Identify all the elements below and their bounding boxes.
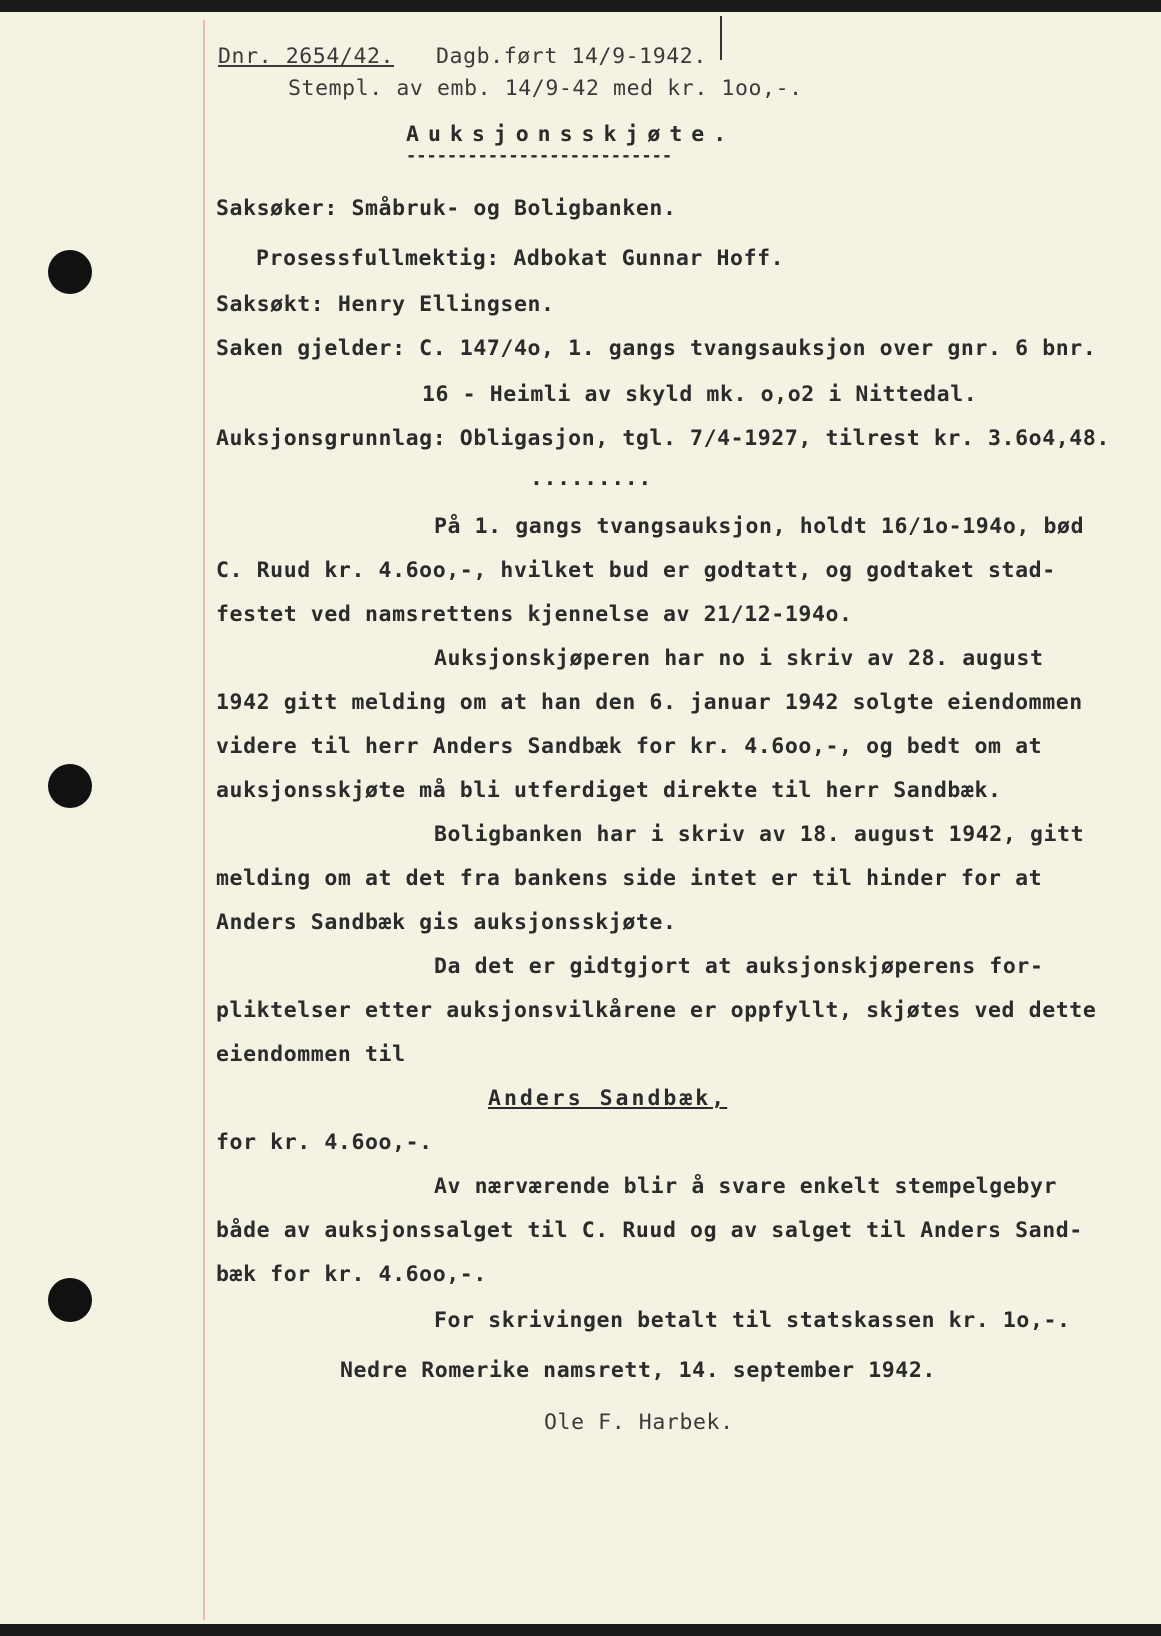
fee-line: For skrivingen betalt til statskassen kr. 1o,-.	[434, 1308, 1071, 1333]
body-line: Anders Sandbæk gis auksjonsskjøte.	[216, 910, 677, 935]
attorney: Prosessfullmektig: Adbokat Gunnar Hoff.	[256, 246, 785, 271]
body-line: Boligbanken har i skriv av 18. august 1942, gitt	[434, 822, 1085, 847]
body-line: Auksjonskjøperen har no i skriv av 28. august	[434, 646, 1044, 671]
body-line: eiendommen til	[216, 1042, 406, 1067]
case-subject: Saken gjelder: C. 147/4o, 1. gangs tvangsauksjon over gnr. 6 bnr.	[216, 336, 1097, 361]
document-title: Auksjonsskjøte.	[406, 122, 736, 147]
fee-line: både av auksjonssalget til C. Ruud og av salget til Anders Sand-	[216, 1218, 1083, 1243]
punch-hole	[48, 1278, 92, 1322]
auction-basis: Auksjonsgrunnlag: Obligasjon, tgl. 7/4-1927, tilrest kr. 3.6o4,48.	[216, 426, 1110, 451]
buyer-name: Anders Sandbæk,	[488, 1086, 728, 1111]
fee-line: Av nærværende blir å svare enkelt stempelgebyr	[434, 1174, 1058, 1199]
body-line: videre til herr Anders Sandbæk for kr. 4.6oo,-, og bedt om at	[216, 734, 1043, 759]
defendant: Saksøkt: Henry Ellingsen.	[216, 292, 555, 317]
body-line: C. Ruud kr. 4.6oo,-, hvilket bud er godtatt, og godtaket stad-	[216, 558, 1056, 583]
place-date: Nedre Romerike namsrett, 14. september 1942.	[340, 1358, 936, 1383]
check-mark	[720, 16, 722, 60]
body-line: Da det er gidtgjort at auksjonskjøperens for-	[434, 954, 1044, 979]
margin-rule	[203, 20, 205, 1620]
body-line: På 1. gangs tvangsauksjon, holdt 16/1o-194o, bød	[434, 514, 1085, 539]
diary-entry: Dagb.ført 14/9-1942.	[436, 44, 707, 69]
body-line: festet ved namsrettens kjennelse av 21/12-194o.	[216, 602, 853, 627]
stamp-note: Stempl. av emb. 14/9-42 med kr. 1oo,-.	[288, 76, 803, 101]
punch-hole	[48, 764, 92, 808]
case-subject-cont: 16 - Heimli av skyld mk. o,o2 i Nittedal.	[422, 382, 978, 407]
title-rule: --------------------------	[406, 146, 673, 166]
plaintiff: Saksøker: Småbruk- og Boligbanken.	[216, 196, 677, 221]
punch-hole	[48, 250, 92, 294]
record-number: Dnr. 2654/42.	[218, 44, 395, 69]
signature: Ole F. Harbek.	[544, 1410, 734, 1435]
price: for kr. 4.6oo,-.	[216, 1130, 433, 1155]
body-line: auksjonsskjøte må bli utferdiget direkte til herr Sandbæk.	[216, 778, 1002, 803]
body-line: melding om at det fra bankens side intet er til hinder for at	[216, 866, 1043, 891]
separator-dots: .........	[530, 466, 652, 491]
body-line: pliktelser etter auksjonsvilkårene er oppfyllt, skjøtes ved dette	[216, 998, 1097, 1023]
fee-line: bæk for kr. 4.6oo,-.	[216, 1262, 487, 1287]
document-page	[0, 12, 1161, 1624]
body-line: 1942 gitt melding om at han den 6. januar 1942 solgte eiendommen	[216, 690, 1083, 715]
